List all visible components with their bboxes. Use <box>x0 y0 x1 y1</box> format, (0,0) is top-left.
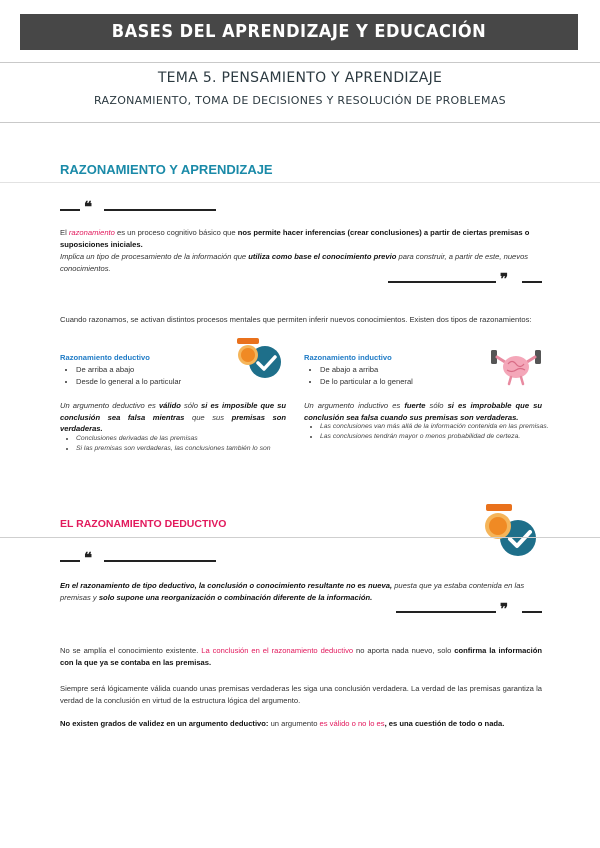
inductive-list <box>306 364 490 388</box>
deductive-notes <box>62 434 300 454</box>
list-item: • De lo particular a lo general <box>320 376 490 388</box>
quote-line-left <box>60 560 80 562</box>
list-item: • Conclusiones derivadas de las premisas <box>76 434 300 444</box>
quote-paragraph-1: El razonamiento es un proceso cognitivo básico que nos permite hacer inferencias (crear conclusiones) a partir de ciertas premisas o suposiciones iniciales. <box>60 228 530 249</box>
section2-rule <box>0 537 600 538</box>
header-top-rule <box>0 62 600 63</box>
inductive-title: Razonamiento inductivo <box>304 353 392 362</box>
deductive-list <box>62 364 256 388</box>
quote-line-left-long <box>104 209 216 211</box>
header-bottom-rule <box>0 122 600 123</box>
section-heading-deductivo: EL RAZONAMIENTO DEDUCTIVO <box>60 518 227 530</box>
quote-line-right <box>522 611 542 613</box>
inductive-description: Un argumento inductivo es fuerte sólo si es improbable que su conclusión sea falsa cuando sus premisas son verdaderas. <box>304 401 542 422</box>
quote-line-left-long <box>104 560 216 562</box>
intro-paragraph: Cuando razonamos, se activan distintos procesos mentales que permiten inferir nuevos conocimientos. Existen dos tipos de razonamientos: <box>60 315 532 324</box>
deductive-title: Razonamiento deductivo <box>60 353 150 362</box>
tema-title: TEMA 5. PENSAMIENTO Y APRENDIZAJE <box>157 70 443 86</box>
section-heading-razonamiento: RAZONAMIENTO Y APRENDIZAJE <box>60 162 273 177</box>
list-item: • Las conclusiones van más allá de la información contenida en las premisas. <box>320 422 556 432</box>
deductive-paragraph-2: Siempre será lógicamente válida cuando unas premisas verdaderas les siga una conclusión verdadera. La verdad de las premisas garantiza la verdad de la conclusión en virtud de la estructura lógica del argumento. <box>60 684 542 705</box>
section1-rule <box>0 182 600 183</box>
deductive-quote: En el razonamiento de tipo deductivo, la conclusión o conocimiento resultante no es nueva, puesta que ya estaba contenida en las premisas y solo supone una reorganización o combinación diferente de la información. <box>60 581 525 602</box>
list-item: • Si las premisas son verdaderas, las conclusiones también lo son <box>76 444 300 454</box>
quote-line-left <box>60 209 80 211</box>
inductive-notes <box>306 422 556 442</box>
quote-paragraph-2: Implica un tipo de procesamiento de la información que utiliza como base el conocimiento previo para construir, a partir de este, nuevos conocimientos. <box>60 252 529 273</box>
deductive-description: Un argumento deductivo es válido sólo si es imposible que su conclusión sea falsa mientras que sus premisas son verdaderas. <box>60 401 287 433</box>
course-title-banner: BASES DEL APRENDIZAJE Y EDUCACIÓN <box>20 14 578 50</box>
list-item: • Las conclusiones tendrán mayor o menos probabilidad de certeza. <box>320 432 556 442</box>
close-quote-icon: ❞ <box>500 270 509 288</box>
quote-line-right-long <box>396 611 496 613</box>
brain-lifting-weights-icon <box>488 344 544 388</box>
open-quote-icon: ❝ <box>84 198 93 216</box>
deductive-paragraph-1: No se amplía el conocimiento existente. La conclusión en el razonamiento deductivo no aporta nada nuevo, solo confirma la información con la que ya se contaba en las premisas. <box>60 646 542 667</box>
quote-line-right-long <box>388 281 496 283</box>
list-item: • De abajo a arriba <box>320 364 490 376</box>
list-item: • De arriba a abajo <box>76 364 256 376</box>
deductive-check-badge-icon <box>234 333 286 381</box>
deductive-check-badge-large-icon <box>478 500 540 558</box>
open-quote-icon: ❝ <box>84 549 93 567</box>
deductive-paragraph-3: No existen grados de validez en un argumento deductivo: un argumento es válido o no lo es, es una cuestión de todo o nada. <box>60 719 505 728</box>
close-quote-icon: ❞ <box>500 600 509 618</box>
tema-subtitle: RAZONAMIENTO, TOMA DE DECISIONES Y RESOLUCIÓN DE PROBLEMAS <box>94 94 506 107</box>
list-item: • Desde lo general a lo particular <box>76 376 256 388</box>
quote-line-right <box>522 281 542 283</box>
